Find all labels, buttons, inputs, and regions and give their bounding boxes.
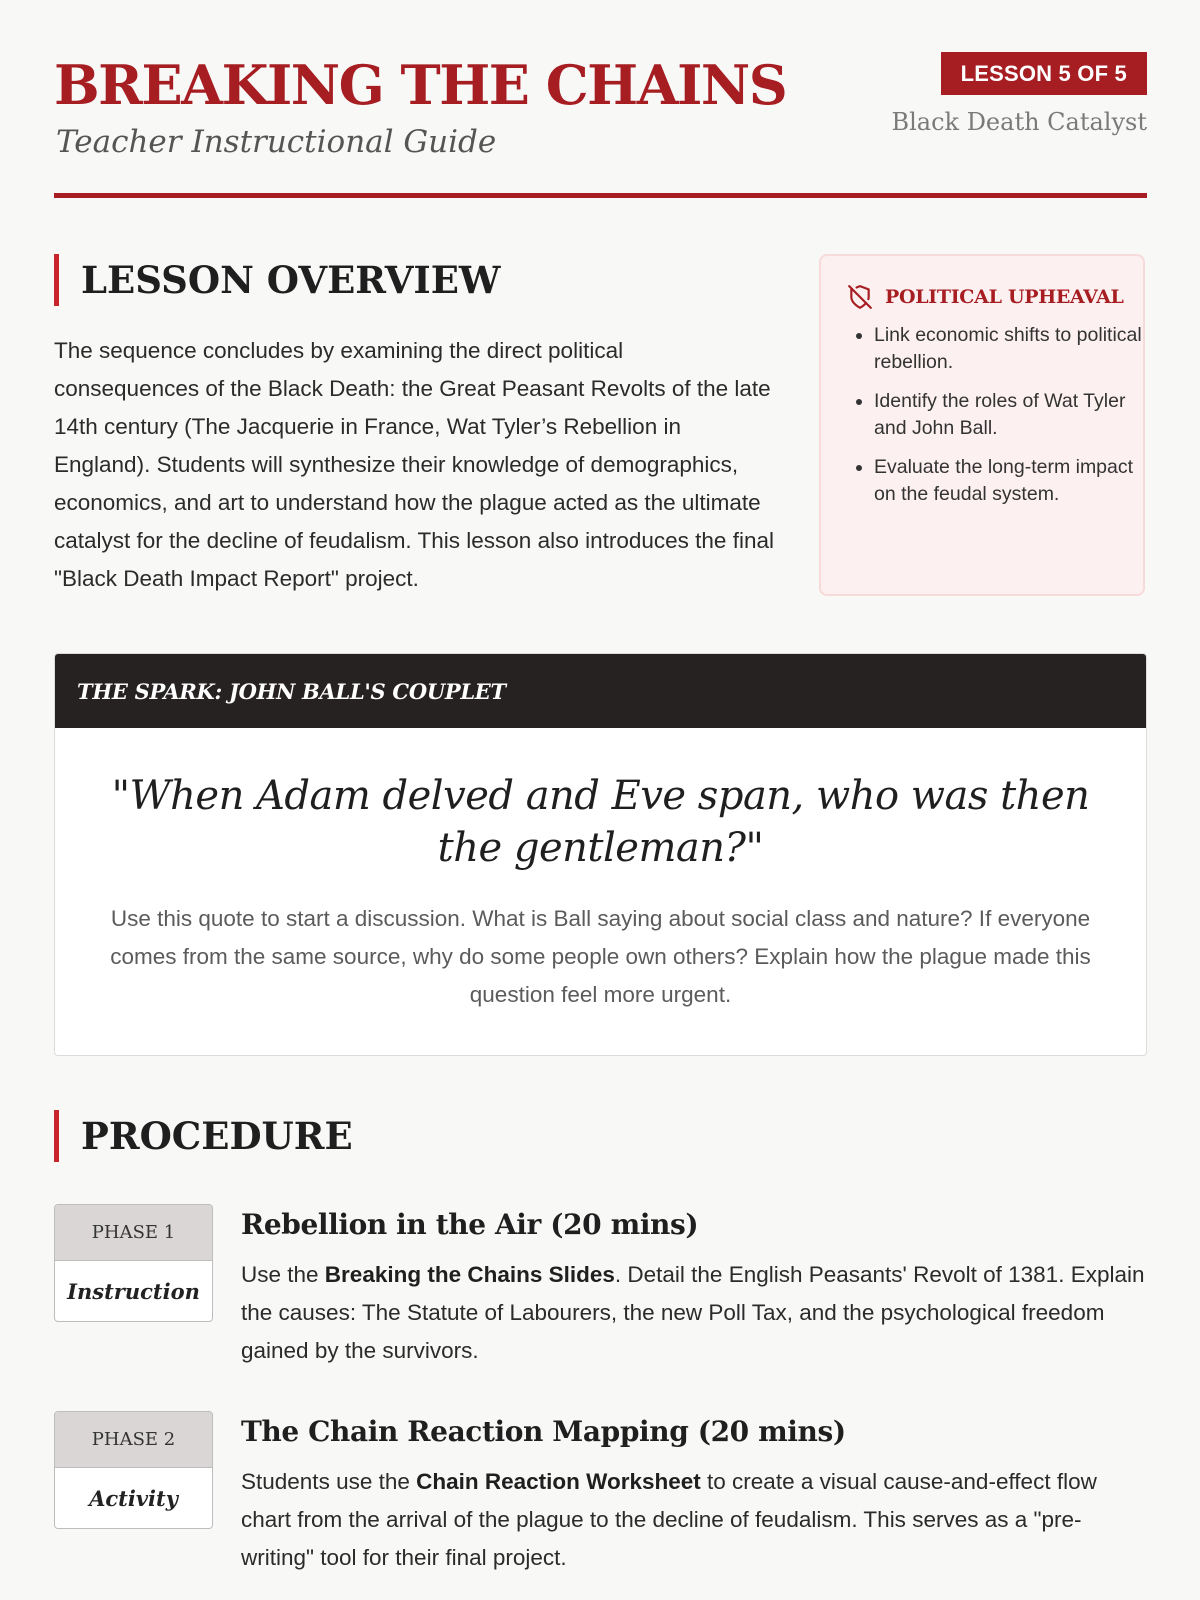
phase-number: PHASE 1 <box>55 1205 212 1261</box>
spark-header: THE SPARK: JOHN BALL'S COUPLET <box>55 654 1146 728</box>
header-divider <box>54 193 1147 198</box>
spark-quote: "When Adam delved and Eve span, who was then the gentleman?" <box>111 773 1090 871</box>
phase-type: Instruction <box>67 1279 200 1304</box>
spark-discussion-note: Use this quote to start a discussion. What is Ball saying about social class and nature? If everyone comes from the same source, why do some people own others? Explain how the plague made this question feel more urgent. <box>110 906 1091 1007</box>
phase-tag <box>54 1204 213 1322</box>
overview-heading: LESSON OVERVIEW <box>54 254 500 306</box>
lesson-badge: LESSON 5 OF 5 <box>941 52 1147 95</box>
phase-description <box>241 1463 1151 1577</box>
objective-item: • Link economic shifts to political rebellion. <box>874 322 1144 376</box>
objectives-header <box>847 284 1124 310</box>
phase-text: Use the <box>241 1262 325 1287</box>
shield-off-icon <box>847 284 873 310</box>
procedure-heading: PROCEDURE <box>54 1110 353 1162</box>
page-subtitle: Teacher Instructional Guide <box>56 124 497 160</box>
phase-resource: Chain Reaction Worksheet <box>416 1469 701 1494</box>
overview-text: The sequence concludes by examining the direct political consequences of the Black Death: the Great Peasant Revolts of the late 14th century (The Jacquerie in France, Wat Tyler’s Rebellion in England). Students will synthesize their knowledge of demographics, economics, and art to understand how the plague acted as the ultimate catalyst for the decline of feudalism. This lesson also introduces the final "Black Death Impact Report" project. <box>54 338 774 591</box>
unit-label: Black Death Catalyst <box>891 108 1147 136</box>
phase-description <box>241 1256 1151 1370</box>
phase-text: . Detail the English Peasants' Revolt of 1381. Explain the causes: The Statute of Labourers, the new Poll Tax, and the psychological freedom gained by the survivors. <box>241 1262 1145 1363</box>
page-header <box>54 0 1147 200</box>
lesson-page <box>54 0 1147 1570</box>
phase-type: Activity <box>89 1486 178 1511</box>
spark-panel <box>54 653 1147 1056</box>
phase-resource: Breaking the Chains Slides <box>324 1262 615 1287</box>
objective-item: • Identify the roles of Wat Tyler and John Ball. <box>874 388 1144 442</box>
page-title: BREAKING THE CHAINS <box>54 53 787 117</box>
phase-number: PHASE 2 <box>55 1412 212 1468</box>
phase-tag <box>54 1411 213 1529</box>
phase-text: to create a visual cause-and-effect flow chart from the arrival of the plague to the decline of feudalism. This serves as a "pre-writing" tool for their final project. <box>241 1469 1097 1570</box>
objective-item: • Evaluate the long-term impact on the feudal system. <box>874 454 1144 508</box>
objectives-list <box>847 322 1144 520</box>
phase-title: Rebellion in the Air (20 mins) <box>241 1208 699 1241</box>
objectives-card <box>819 254 1145 596</box>
objectives-title: POLITICAL UPHEAVAL <box>885 286 1124 308</box>
phase-text: Students use the <box>241 1469 417 1494</box>
phase-title: The Chain Reaction Mapping (20 mins) <box>241 1415 846 1448</box>
